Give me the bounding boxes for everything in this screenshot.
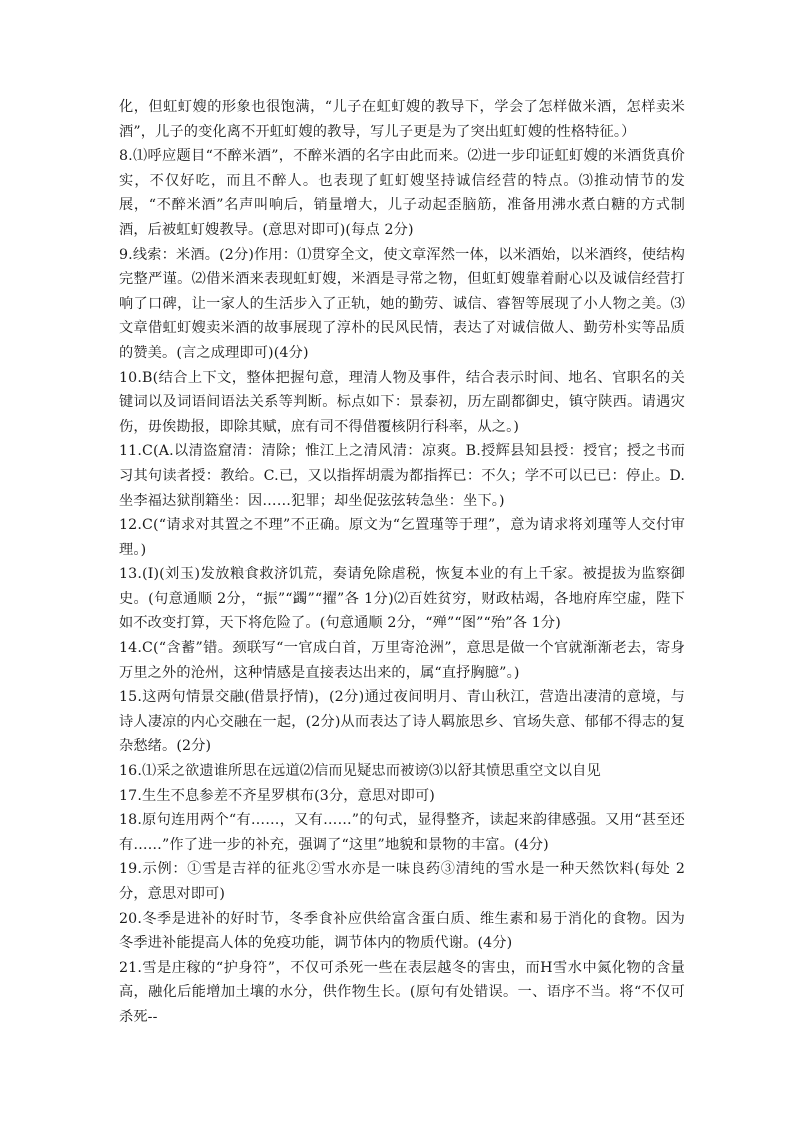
answer-14: 14.C(“含蓄”错。颈联写“一官成白首，万里寄沧洲”，意思是做一个官就渐渐老去，寄身万里之外的沧州，这种情感是直接表达出来的，属“直抒胸臆”。) <box>119 640 685 681</box>
answer-11: 11.C(A.以清盗窟清：清除；惟江上之清风清：凉爽。B.授辉县知县授：授官；授之书而习其句读者授：教给。C.已，又以指挥胡震为都指挥已：不久；学不可以已已：停止。D.坐李福达狱削籍坐：因……犯罪；却坐促弦弦转急坐：坐下。) <box>119 443 685 509</box>
answer-10: 10.B(结合上下文，整体把握句意，理清人物及事件，结合表示时间、地名、官职名的关键词以及词语间语法关系等判断。标点如下：景泰初，历左副都御史，镇守陕西。请遇灾伤，毋俟勘报，即除其赋，庶有司不得借覆核阴行科率，从之。) <box>119 369 685 435</box>
answer-18: 18.原句连用两个“有……，又有……”的句式，显得整齐，读起来韵律感强。又用“甚至还有……”作了进一步的补充，强调了“这里”地貌和景物的丰富。(4分) <box>119 812 685 853</box>
answer-17: 17.生生不息参差不齐星罗棋布(3分，意思对即可) <box>119 787 435 804</box>
answer-13: 13.(I)(刘玉)发放粮食救济饥荒，奏请免除虐税，恢复本业的有上千家。被提拔为监察御史。(句意通顺 2分，“振”“蠲”“擢”各 1分)⑵百姓贫穷，财政枯竭，各地府库空虚，陛下如不改变打算，天下将危险了。(句意通顺 2分，“殚”“图”“殆”各 1分) <box>119 566 685 632</box>
answer-8: 8.⑴呼应题目“不醉米酒”，不醉米酒的名字由此而来。⑵进一步印证虹虰嫂的米酒货真价实，不仅好吃，而且不醉人。也表现了虹虰嫂坚持诚信经营的特点。⑶推动情节的发展，“不醉米酒”名声叫响后，销量增大，儿子动起歪脑筋，准备用沸水煮白糖的方式制酒，后被虹虰嫂教导。(意思对即可)(每点 2分) <box>119 148 685 238</box>
answer-text-body <box>119 95 685 1030</box>
answer-9: 9.线索：米酒。(2分)作用：⑴贯穿全文，使文章浑然一体，以米酒始，以米酒终，使结构完整严谨。⑵借米酒来表现虹虰嫂，米酒是寻常之物，但虹虰嫂靠着耐心以及诚信经营打响了口碑，让一家人的生活步入了正轨，她的勤劳、诚信、睿智等展现了小人物之美。⑶文章借虹虰嫂卖米酒的故事展现了淳朴的民风民情，表达了对诚信做人、勤劳朴实等品质的赞美。(言之成理即可)(4分) <box>119 246 685 361</box>
answer-12: 12.C(“请求对其置之不理”不正确。原文为“乞置瑾等于理”，意为请求将刘瑾等人交付审理。) <box>119 517 685 558</box>
paragraph-continuation: 化，但虹虰嫂的形象也很饱满，“儿子在虹虰嫂的教导下，学会了怎样做米酒，怎样卖米酒”，儿子的变化离不开虹虰嫂的教导，写儿子更是为了突出虹虰嫂的性格特征。） <box>119 99 685 140</box>
answer-21: 21.雪是庄稼的“护身符”，不仅可杀死一些在表层越冬的害虫，而H雪水中氮化物的含量高，融化后能增加土壤的水分，供作物生长。(原句有处错误。一、语序不当。将“不仅可杀死-- <box>119 959 685 1025</box>
answer-20: 20.冬季是进补的好时节，冬季食补应供给富含蛋白质、维生素和易于消化的食物。因为冬季进补能提高人体的免疫功能，调节体内的物质代谢。(4分) <box>119 910 685 952</box>
answer-19: 19.示例：①雪是吉祥的征兆②雪水亦是一味良药③清纯的雪水是一种天然饮料(每处 2分，意思对即可) <box>119 861 685 902</box>
answer-15: 15.这两句情景交融(借景抒情)，(2分)通过夜间明月、青山秋江，营造出凄清的意境，与诗人凄凉的内心交融在一起，(2分)从而表达了诗人羁旅思乡、官场失意、郁郁不得志的复杂愁绪。(2分) <box>119 689 685 755</box>
answer-16: 16.⑴采之欲遗谁所思在远道⑵信而见疑忠而被谤⑶以舒其愤思重空文以自见 <box>119 763 601 780</box>
